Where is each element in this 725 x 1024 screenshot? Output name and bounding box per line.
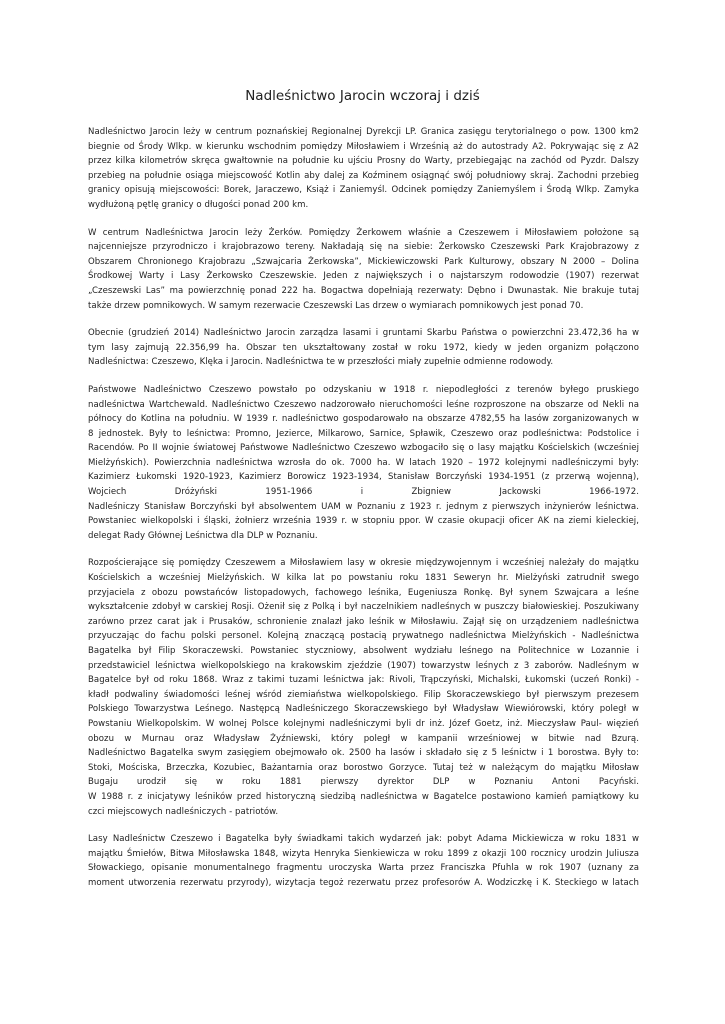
text-line: wydłużoną pętlę granicy o długości ponad 200 km. [88,199,309,210]
text-line: Obecnie (grudzień 2014) Nadleśnictwo Jarocin zarządza lasami i gruntami Skarbu Państwa o powierzchni 23.472,36 ha w [88,328,639,339]
text-line: najcenniejsze przyrodniczo i krajobrazowo tereny. Nakładają się na siebie: Żerkowsko Czeszewski Park Krajobrazowy z [88,242,639,253]
text-line: przez kilka kilometrów skręca gwałtownie na południe ku ujściu Prosny do Warty, przebiegając na zachód od Pyzdr. Dalszy [88,156,639,167]
text-line: Polskiego Towarzystwa Leśnego. Następcą Nadleśniczego Skoraczewskiego był Władysław Wiewiórowski, który poległ w [88,704,639,715]
text-line: przedstawiciel leśnictwa wielkopolskiego na krakowskim zjeździe (1907) towarzystw leśnych z 3 zaborów. Nadleśnym w [88,660,639,671]
text-line: majątku Śmiełów, Bitwa Miłosławska 1848, wizyta Henryka Sienkiewicza w roku 1899 z okazji 100 rocznicy urodzin Juliusza [88,848,639,859]
text-line: granicy opisują miejscowości: Borek, Jaraczewo, Książ i Zaniemyśl. Odcinek pomiędzy Zaniemyślem i Środą Wlkp. Zamyka [88,185,639,196]
text-line: 8 jednostek. Były to leśnictwa: Promno, Jezierce, Milkarowo, Sarnice, Spławik, Czeszewo oraz podleśnictwa: Podstolice i [88,428,639,439]
text-line: Nadleśnictwa: Czeszewo, Klęka i Jarocin. Nadleśnictwa te w przeszłości miały zupełnie odmienne rodowody. [88,357,554,368]
text-line: północy do Kotlina na południu. W 1939 r. nadleśnictwo gospodarowało na obszarze 4782,55 ha lasów zorganizowanych w [88,414,639,425]
text-line: czci miejscowych nadleśniczych - patriotów. [88,806,279,817]
text-line: W 1988 r. z inicjatywy leśników przed historyczną siedzibą nadleśnictwa w Bagatelce postawiono kamień pamiątkowy ku [88,791,639,802]
text-line: przebieg na południe osiąga miejscowość Kotlin aby dalej za Koźminem osiągnąć swój południowy skraj. Zachodni przebieg [88,170,639,181]
text-line: Kazimierz Łukomski 1920-1923, Kazimierz Borowicz 1923-1934, Stanisław Borczyński 1934-1951 (z przerwą wojenną), [88,472,639,483]
text-line: kładł podwaliny świadomości leśnej wśród ziemiaństwa wielkopolskiego. Filip Skoraczewskiego był pierwszym prezesem [88,689,639,700]
paragraph-events [88,832,639,890]
text-line: przyjaciela z obozu powstańców listopadowych, fachowego leśnika, Eugeniusza Ronkę. Był synem Szwajcara a leśne [88,587,639,598]
paragraph-bagatelka [88,556,639,819]
text-line: Lasy Nadleśnictw Czeszewo i Bagatelka były świadkami takich wydarzeń jak: pobyt Adama Mickiewicza w roku 1831 w [88,834,639,845]
text-line: Wojciech Dróżyński 1951-1966 i Zbigniew Jackowski 1966-1972. [88,487,639,498]
text-line: Powstaniec wielkopolski i śląski, żołnierz września 1939 r. w stopniu ppor. W czasie okupacji oficer AK na ziemi kieleckiej, [88,516,639,527]
text-line: W centrum Nadleśnictwa Jarocin leży Żerków. Pomiędzy Żerkowem właśnie a Czeszewem i Miłosławiem położone są [88,227,639,238]
text-line: Bugaju urodził się w roku 1881 pierwszy dyrektor DLP w Poznaniu Antoni Pacyński. [88,777,639,788]
text-line: obozu w Murnau oraz Władysław Żyźniewski, który poległ w kampanii wrześniowej w bitwie nad Bzurą. [88,733,639,744]
document-title: Nadleśnictwo Jarocin wczoraj i dziś [245,88,480,104]
text-line: Mielżyńskich). Powierzchnia nadleśnictwa wzrosła do ok. 7000 ha. W latach 1920 – 1972 kolejnymi nadleśniczymi były: [88,457,639,468]
text-line: wykształcenie zdobył w carskiej Rosji. Ożenił się z Polką i był naczelnikiem nadleśnych w puszczy białowieskiej. Poszukiwany [88,602,639,613]
text-line: Rozpościerające się pomiędzy Czeszewem a Miłosławiem lasy w okresie międzywojennym i wcześniej należały do majątku [88,558,639,569]
text-line: także drzew pomnikowych. W samym rezerwacie Czeszewski Las drzew o wymiarach pomnikowych jest ponad 70. [88,300,584,311]
paragraph-czeszewo [88,383,639,544]
text-line: moment utworzenia rezerwatu przyrody), wizytacja tegoż rezerwatu przez profesorów A. Wodziczkę i K. Steckiego w latach [88,877,639,888]
text-line: biegnie od Środy Wlkp. w kierunku wschodnim pomiędzy Miłosławiem i Wrześnią aż do autostrady A2. Pokrywając się z A2 [88,141,639,152]
text-line: Słowackiego, opisanie monumentalnego fragmentu uroczyska Warta przez Franciszka Pfuhla w rok 1907 (uznany za [88,863,639,874]
text-line: tym lasy zajmują 22.356,99 ha. Obszar ten ukształtowany został w roku 1972, kiedy w jeden organizm połączono [88,342,639,353]
text-line: „Czeszewski Las” ma powierzchnię ponad 222 ha. Bogactwa dopełniają rezerwaty: Dębno i Dwunastak. Nie brakuje tutaj [88,285,639,296]
text-line: Racendów. Po II wojnie światowej Państwowe Nadleśnictwo Czeszewo wzbogaciło się o lasy majątku Kościelskich (wcześniej [88,443,639,454]
text-line: Środkowej Warty i Lasy Żerkowsko Czeszewskie. Jeden z największych i o najstarszym rodowodzie (1907) rezerwat [88,271,639,282]
text-line: Państwowe Nadleśnictwo Czeszewo powstało po odzyskaniu w 1918 r. niepodległości z terenów byłego pruskiego [88,384,639,395]
text-line: zarówno przez carat jak i Prusaków, schronienie znalazł jako leśnik w Miłosławiu. Zajął się on urządzeniem nadleśnictwa [88,616,639,627]
text-line: Bagatelce był od roku 1868. Wraz z takimi tuzami leśnictwa jak: Rivoli, Trąpczyński, Michalski, Łukomski (uczeń Ronki) - [88,675,639,686]
text-line: Kościelskich a wcześniej Mielżyńskich. W kilka lat po powstaniu roku 1831 Seweryn hr. Mielżyński zatrudnił swego [88,573,639,584]
paragraph-current-area [88,326,639,370]
text-line: Bagatelka był Filip Skoraczewski. Powstaniec styczniowy, absolwent wydziału leśnego na Politechnice w Lozannie i [88,646,639,656]
document-body [88,125,639,904]
text-line: Stoki, Mościska, Brzeczka, Kozubiec, Bażantarnia oraz borostwo Gorzyce. Tutaj też w należącym do majątku Miłosław [88,762,639,773]
paragraph-boundaries [88,125,639,213]
text-line: Nadleśniczy Stanisław Borczyński był absolwentem UAM w Poznaniu z 1923 r. jednym z pierwszych inżynierów leśnictwa. [88,501,639,512]
text-line: Powstaniu Wielkopolskim. W wolnej Polsce kolejnymi nadleśniczymi byli dr inż. Józef Goetz, inż. Mieczysław Paul- więzień [88,718,639,729]
text-line: Nadleśnictwo Jarocin leży w centrum poznańskiej Regionalnej Dyrekcji LP. Granica zasięgu terytorialnego o pow. 1300 km2 [88,127,639,137]
text-line: delegat Rady Głównej Leśnictwa dla DLP w Poznaniu. [88,530,318,541]
text-line: przyuczając do fachu polski personel. Kolejną znaczącą postacią prywatnego nadleśnictwa Mielżyńskich - Nadleśnictwa [88,631,639,642]
text-line: Nadleśnictwo Bagatelka swym zasięgiem obejmowało ok. 2500 ha lasów i składało się z 5 leśnictw i 1 borostwa. Były to: [88,748,639,759]
text-line: Obszarem Chronionego Krajobrazu „Szwajcaria Żerkowska”, Mickiewiczowski Park Kulturowy, obszary N 2000 – Dolina [88,256,639,267]
text-line: nadleśnictwa Wartchewald. Nadleśnictwo Czeszewo nadzorowało nieruchomości leśne rozproszone na obszarze od Nekli na [88,399,639,410]
paragraph-zerkow [88,226,639,314]
